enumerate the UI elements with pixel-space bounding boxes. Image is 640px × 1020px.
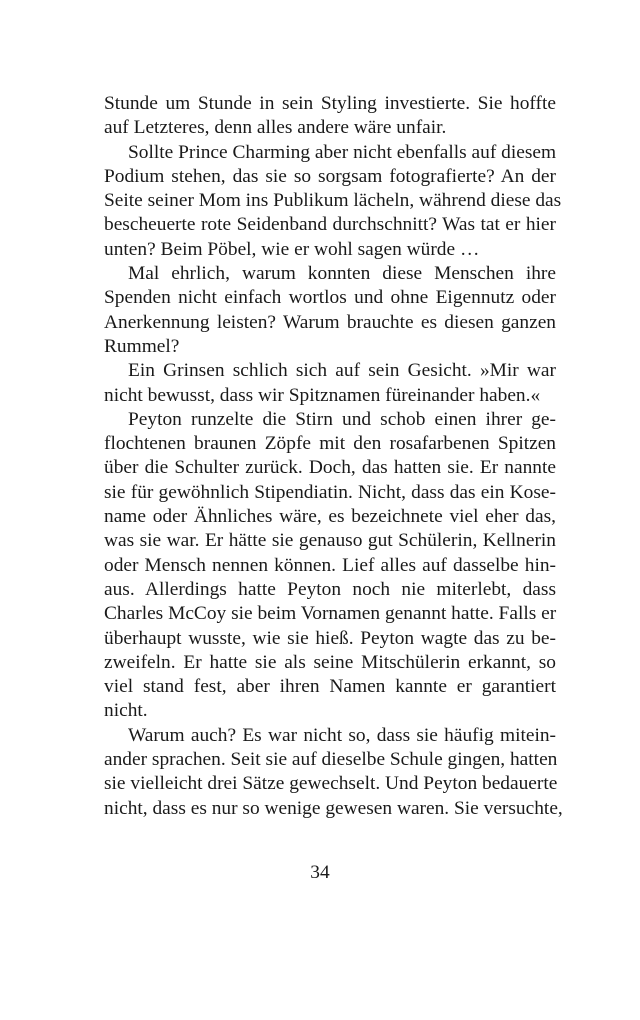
text-line: Mal ehrlich, warum konnten diese Menschen ihre <box>128 263 556 285</box>
text-line: über die Schulter zurück. Doch, das hatten sie. Er nannte <box>104 457 556 479</box>
paragraph <box>104 92 556 141</box>
text-line: unten? Beim Pöbel, wie er wohl sagen würde … <box>104 238 480 260</box>
paragraph <box>104 359 556 408</box>
text-line: name oder Ähnliches wäre, es bezeichnete viel eher das, <box>104 506 556 528</box>
text-line: sie für gewöhnlich Stipendiatin. Nicht, dass das ein Kose- <box>104 481 556 503</box>
paragraph <box>104 262 556 359</box>
text-line: aus. Allerdings hatte Peyton noch nie miterlebt, dass <box>104 578 556 600</box>
text-line: Peyton runzelte die Stirn und schob einen ihrer ge- <box>128 408 556 430</box>
text-line: ander sprachen. Seit sie auf dieselbe Schule gingen, hatten <box>104 749 558 771</box>
text-line: Ein Grinsen schlich sich auf sein Gesicht. »Mir war <box>128 360 556 382</box>
text-line: nicht. <box>104 700 148 722</box>
text-line: überhaupt wusste, wie sie hieß. Peyton wagte das zu be- <box>104 627 556 649</box>
text-line: auf Letzteres, denn alles andere wäre unfair. <box>104 117 447 139</box>
text-line: Rummel? <box>104 335 180 357</box>
text-line: flochtenen braunen Zöpfe mit den rosafarbenen Spitzen <box>104 433 556 455</box>
text-line: Seite seiner Mom ins Publikum lächeln, während diese das <box>104 190 562 212</box>
paragraph <box>104 408 556 724</box>
body-text <box>104 92 563 821</box>
text-line: Warum auch? Es war nicht so, dass sie häufig mitein- <box>128 724 556 746</box>
text-line: oder Mensch nennen können. Lief alles auf dasselbe hin- <box>104 554 556 576</box>
text-line: Charles McCoy sie beim Vornamen genannt hatte. Falls er <box>104 603 557 625</box>
text-line: Sollte Prince Charming aber nicht ebenfalls auf diesem <box>128 141 557 163</box>
text-line: was sie war. Er hätte sie genauso gut Schülerin, Kellnerin <box>104 530 556 552</box>
text-line: sie vielleicht drei Sätze gewechselt. Und Peyton bedauerte <box>104 773 558 795</box>
paragraph <box>104 724 563 821</box>
text-line: nicht bewusst, dass wir Spitznamen füreinander haben.« <box>104 384 541 406</box>
paragraph <box>104 141 562 262</box>
text-line: zweifeln. Er hatte sie als seine Mitschülerin erkannt, so <box>104 651 556 673</box>
text-line: Anerkennung leisten? Warum brauchte es diesen ganzen <box>104 311 556 333</box>
text-line: Podium stehen, das sie so sorgsam fotografierte? An der <box>104 165 556 187</box>
page-number: 34 <box>310 862 330 883</box>
text-line: nicht, dass es nur so wenige gewesen waren. Sie versuchte, <box>104 797 563 819</box>
text-line: bescheuerte rote Seidenband durchschnitt? Was tat er hier <box>104 214 556 236</box>
text-line: Spenden nicht einfach wortlos und ohne Eigennutz oder <box>104 287 556 309</box>
text-line: viel stand fest, aber ihren Namen kannte er garantiert <box>104 676 556 698</box>
text-line: Stunde um Stunde in sein Styling investierte. Sie hoffte <box>104 93 556 114</box>
